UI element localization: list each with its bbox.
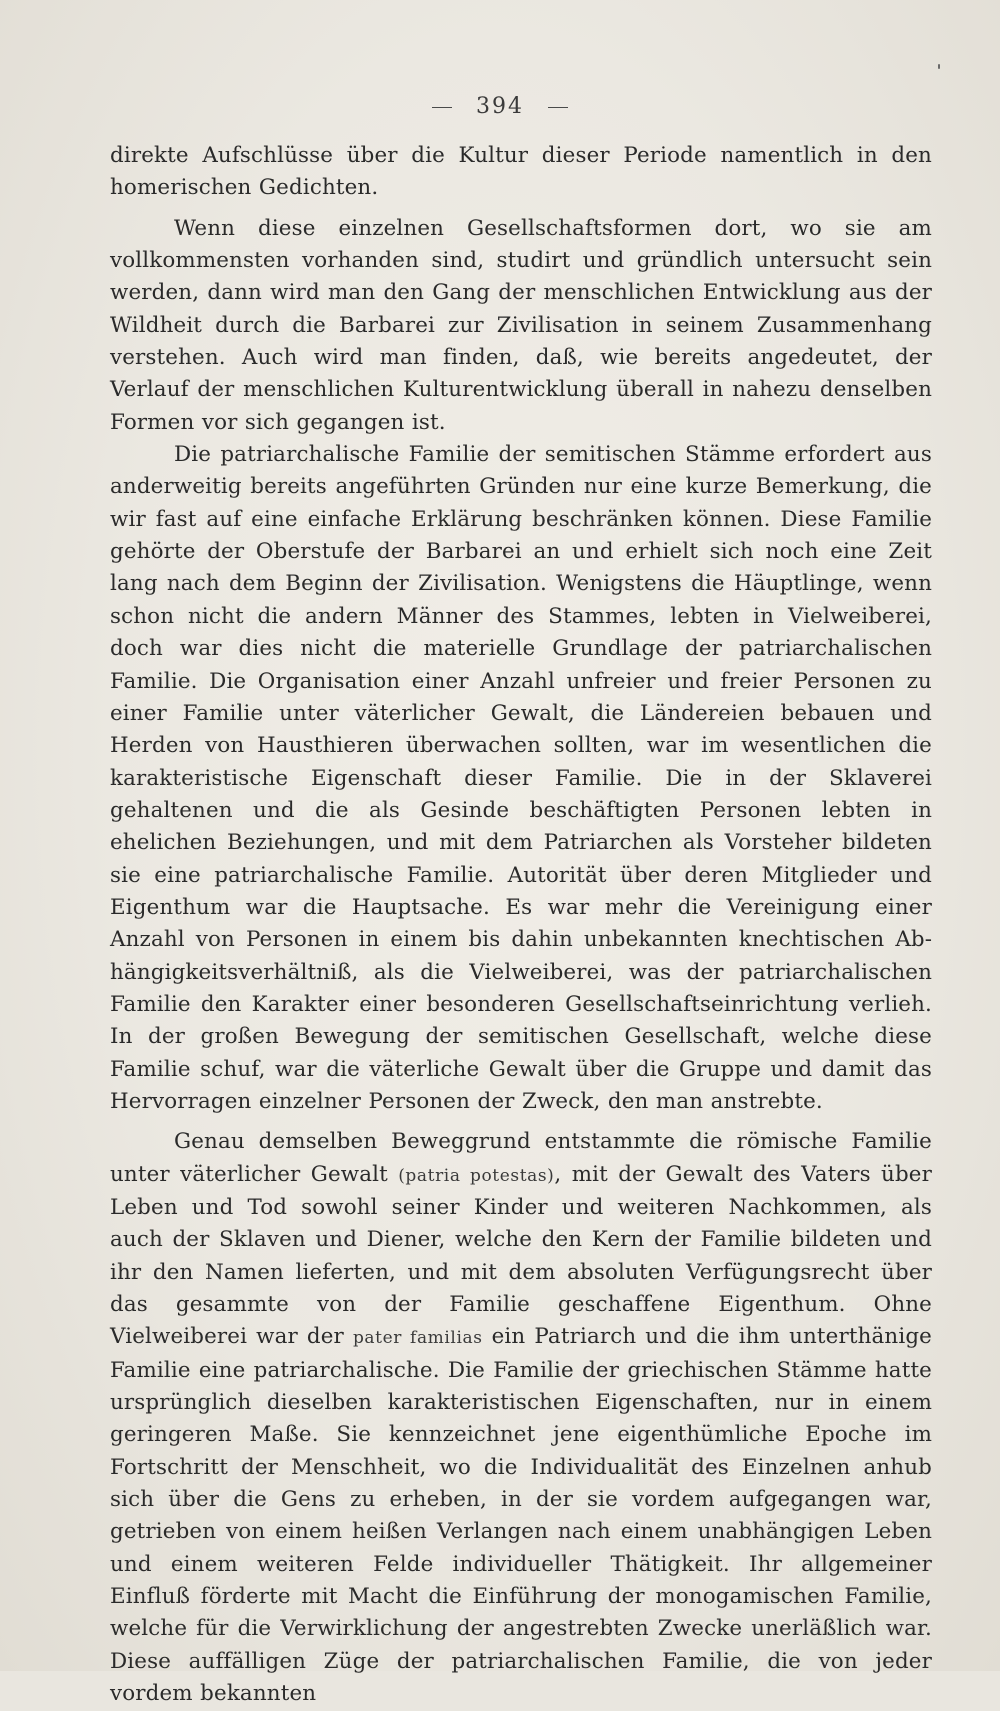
- page-number: [0, 94, 1000, 119]
- paragraph: [110, 140, 932, 205]
- paragraph-text: direkte Aufschlüsse über die Kultur dieser Periode namentlich in den homerischen Gedichten.: [110, 143, 932, 201]
- body-text: [110, 140, 932, 1711]
- paragraph-text: Die patriarchalische Familie der semitischen Stämme erfordert aus anderweitig bereits angeführten Gründen nur eine kurze Bemerkung, die wir fast auf eine einfache Erklärung beschränken können. Diese Familie gehörte der Oberstufe der Barbarei an und erhielt sich noch eine Zeit lang nach dem Beginn der Zivilisation. Wenigstens die Häuptlinge, wenn schon nicht die andern Männer des Stammes, lebten in Vielweiberei, doch war dies nicht die materielle Grundlage der patriarchalischen Familie. Die Organisation einer Anzahl unfreier und freier Personen zu einer Familie unter väterlicher Gewalt, die Ländereien bebauen und Herden von Hausthieren überwachen sollten, war im wesentlichen die karakteristische Eigenschaft dieser Familie. Die in der Sklaverei gehaltenen und die als Gesinde beschäftigten Personen lebten in ehelichen Beziehungen, und mit dem Patriarchen als Vorsteher bildeten sie eine patriarchalische Familie. Autorität über deren Mitglieder und Eigenthum war die Hauptsache. Es war mehr die Vereinigung einer Anzahl von Personen in einem bis dahin unbekannten knechtischen Abhängigkeitsverhältniß, als die Vielweiberei, was der patriarchalischen Familie den Karakter einer besonderen Gesellschaftseinrichtung verlieh. In der großen Bewegung der semitischen Gesellschaft, welche diese Familie schuf, war die väterliche Gewalt über die Gruppe und damit das Hervorragen einzelner Personen der Zweck, den man anstrebte.: [110, 442, 932, 1114]
- paragraph-text: Genau demselben Beweggrund entstammte die römische Familie unter väterlicher Gewalt: [110, 1129, 932, 1187]
- paragraph: [110, 213, 932, 439]
- page-number-value: 394: [476, 94, 524, 119]
- page-number-dash-right: [548, 107, 568, 108]
- paragraph: [110, 1126, 932, 1710]
- paragraph-text: Wenn diese einzelnen Gesellschaftsformen dort, wo sie am vollkommensten vorhanden sind, studirt und gründlich untersucht sein werden, dann wird man den Gang der menschlichen Entwicklung aus der Wildheit durch die Barbarei zur Zivilisation in seinem Zusammenhang verstehen. Auch wird man finden, daß, wie bereits angedeutet, der Verlauf der menschlichen Kulturentwicklung überall in nahezu denselben Formen vor sich gegangen ist.: [110, 215, 932, 435]
- paragraph-text: ein Patriarch und die ihm unterthänige Familie eine patriarchalische. Die Familie der griechischen Stämme hatte ursprünglich dieselben karakteristischen Eigenschaften, nur in einem geringeren Maße. Sie kennzeichnet jene eigenthümliche Epoche im Fortschritt der Menschheit, wo die Individualität des Einzelnen anhub sich über die Gens zu erheben, in der sie vordem aufgegangen war, getrieben von einem heißen Verlangen nach einem unabhängigen Leben und einem weiteren Felde individueller Thätigkeit. Ihr allgemeiner Einfluß förderte mit Macht die Einführung der monogamischen Familie, welche für die Verwirklichung der angestrebten Zwecke unerläßlich war. Diese auffälligen Züge der patriarchalischen Familie, die von jeder vordem bekannten: [110, 1324, 932, 1707]
- paper-speck: [938, 64, 940, 69]
- latin-term: (patria potestas): [398, 1165, 555, 1186]
- page-number-dash-left: [432, 107, 452, 108]
- paragraph: [110, 439, 932, 1118]
- latin-term: pater familias: [352, 1328, 483, 1349]
- paragraph-text: , mit der Gewalt des Vaters über Leben und Tod sowohl seiner Kinder und weiteren Nachkommen, als auch der Sklaven und Diener, welche den Kern der Familie bildeten und ihr den Namen lieferten, und mit dem absoluten Verfügungsrecht über das gesammte von der Familie geschaffene Eigenthum. Ohne Vielweiberei war der: [110, 1161, 932, 1350]
